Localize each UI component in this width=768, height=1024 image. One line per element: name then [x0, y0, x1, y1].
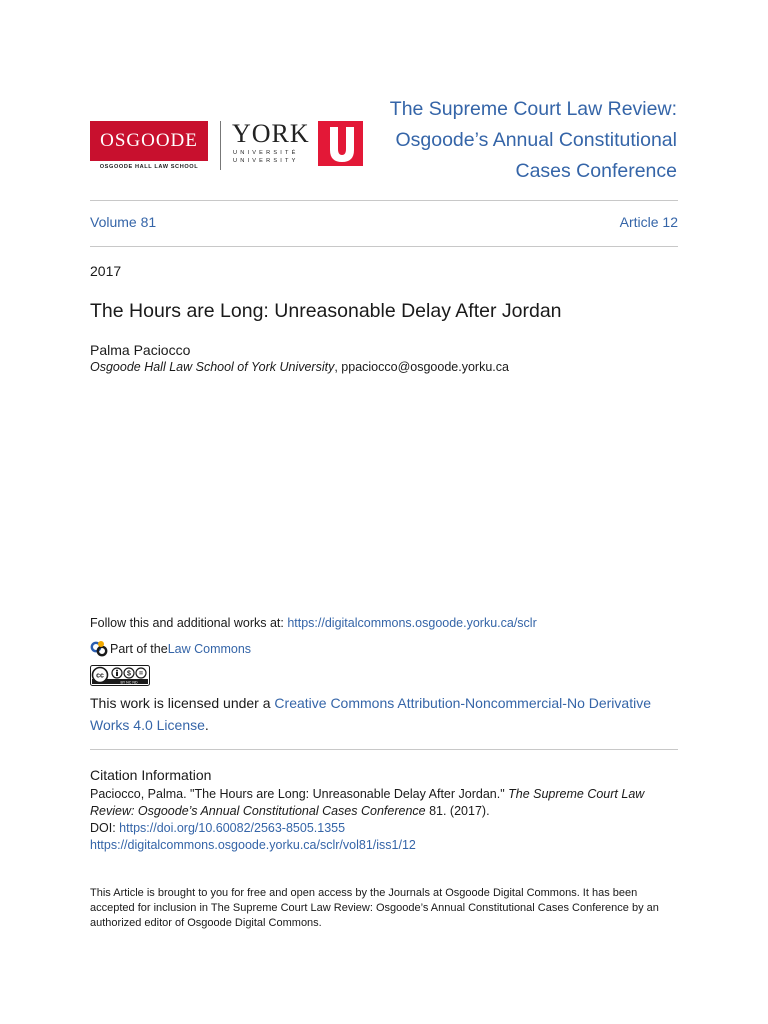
- journal-title-line[interactable]: Cases Conference: [515, 160, 677, 182]
- doi-label: DOI:: [90, 821, 120, 835]
- york-universite: UNIVERSITÉ: [233, 150, 299, 156]
- doi-link[interactable]: https://doi.org/10.60082/2563-8505.1355: [119, 821, 346, 835]
- york-wordmark: YORK: [232, 119, 310, 148]
- author-email: , ppaciocco@osgoode.yorku.ca: [334, 360, 509, 374]
- journal-title-line[interactable]: The Supreme Court Law Review:: [389, 98, 677, 120]
- york-university-text: [233, 149, 299, 165]
- author-affiliation: [90, 360, 509, 374]
- volume-link[interactable]: Volume 81: [90, 214, 157, 230]
- osgoode-wordmark: OSGOODE: [90, 121, 208, 161]
- citation-prefix: Paciocco, Palma. "The Hours are Long: Unreasonable Delay After Jordan.": [90, 787, 509, 801]
- article-url-link[interactable]: https://digitalcommons.osgoode.yorku.ca/sclr/vol81/iss1/12: [90, 838, 416, 852]
- logo-divider: [220, 121, 221, 170]
- part-of-line: [90, 640, 251, 658]
- svg-text:=: =: [138, 670, 144, 678]
- article-title: The Hours are Long: Unreasonable Delay After Jordan: [90, 300, 562, 322]
- license-suffix: .: [204, 717, 209, 733]
- citation-url-line: [90, 837, 680, 854]
- divider: [90, 749, 678, 750]
- osgoode-logo: [90, 121, 208, 171]
- collection-link[interactable]: https://digitalcommons.osgoode.yorku.ca/sclr: [287, 616, 537, 630]
- article-number-link[interactable]: Article 12: [619, 214, 678, 230]
- law-commons-link[interactable]: Law Commons: [167, 642, 252, 656]
- citation-doi: [90, 820, 680, 837]
- york-university: UNIVERSITY: [233, 158, 299, 164]
- citation-suffix: 81. (2017).: [425, 804, 490, 818]
- creative-commons-badge[interactable]: [90, 665, 150, 686]
- citation-heading: Citation Information: [90, 767, 212, 783]
- bepress-network-icon: [90, 640, 108, 658]
- citation-text: [90, 786, 680, 820]
- citation-body: [90, 786, 680, 854]
- journal-title-line[interactable]: Osgoode’s Annual Constitutional: [395, 129, 677, 151]
- citation-journal: The Supreme Court Law Review: Osgoode’s Annual Constitutional Cases Conference: [90, 787, 645, 818]
- part-of-prefix: Part of the: [110, 642, 168, 656]
- license-statement: [90, 692, 680, 736]
- follow-line: [90, 616, 537, 630]
- license-prefix: This work is licensed under a: [90, 695, 275, 711]
- affiliation-name: Osgoode Hall Law School of York University: [90, 360, 335, 374]
- divider: [90, 246, 678, 247]
- journal-title[interactable]: [357, 94, 677, 187]
- author-name: Palma Paciocco: [90, 342, 191, 358]
- divider: [90, 200, 678, 201]
- follow-prefix: Follow this and additional works at:: [90, 616, 288, 630]
- svg-text:$: $: [127, 670, 131, 678]
- osgoode-subtitle: OSGOODE HALL LAW SCHOOL: [99, 164, 199, 170]
- svg-text:cc: cc: [96, 672, 104, 680]
- cc-badge-text: BY NC ND: [120, 680, 138, 685]
- footer-notice: This Article is brought to you for free and open access by the Journals at Osgoode Digital Commons. It has been accepted for inclusion in The Supreme Court Law Review: Osgoode’s Annual Constitutional Cases Conference by an authorized editor of Osgoode Digital Commons.: [90, 887, 659, 929]
- publication-year: 2017: [90, 263, 122, 279]
- york-university-logo: [232, 121, 364, 169]
- license-link[interactable]: Creative Commons Attribution-Noncommercial-No Derivative Works 4.0 License: [90, 695, 651, 733]
